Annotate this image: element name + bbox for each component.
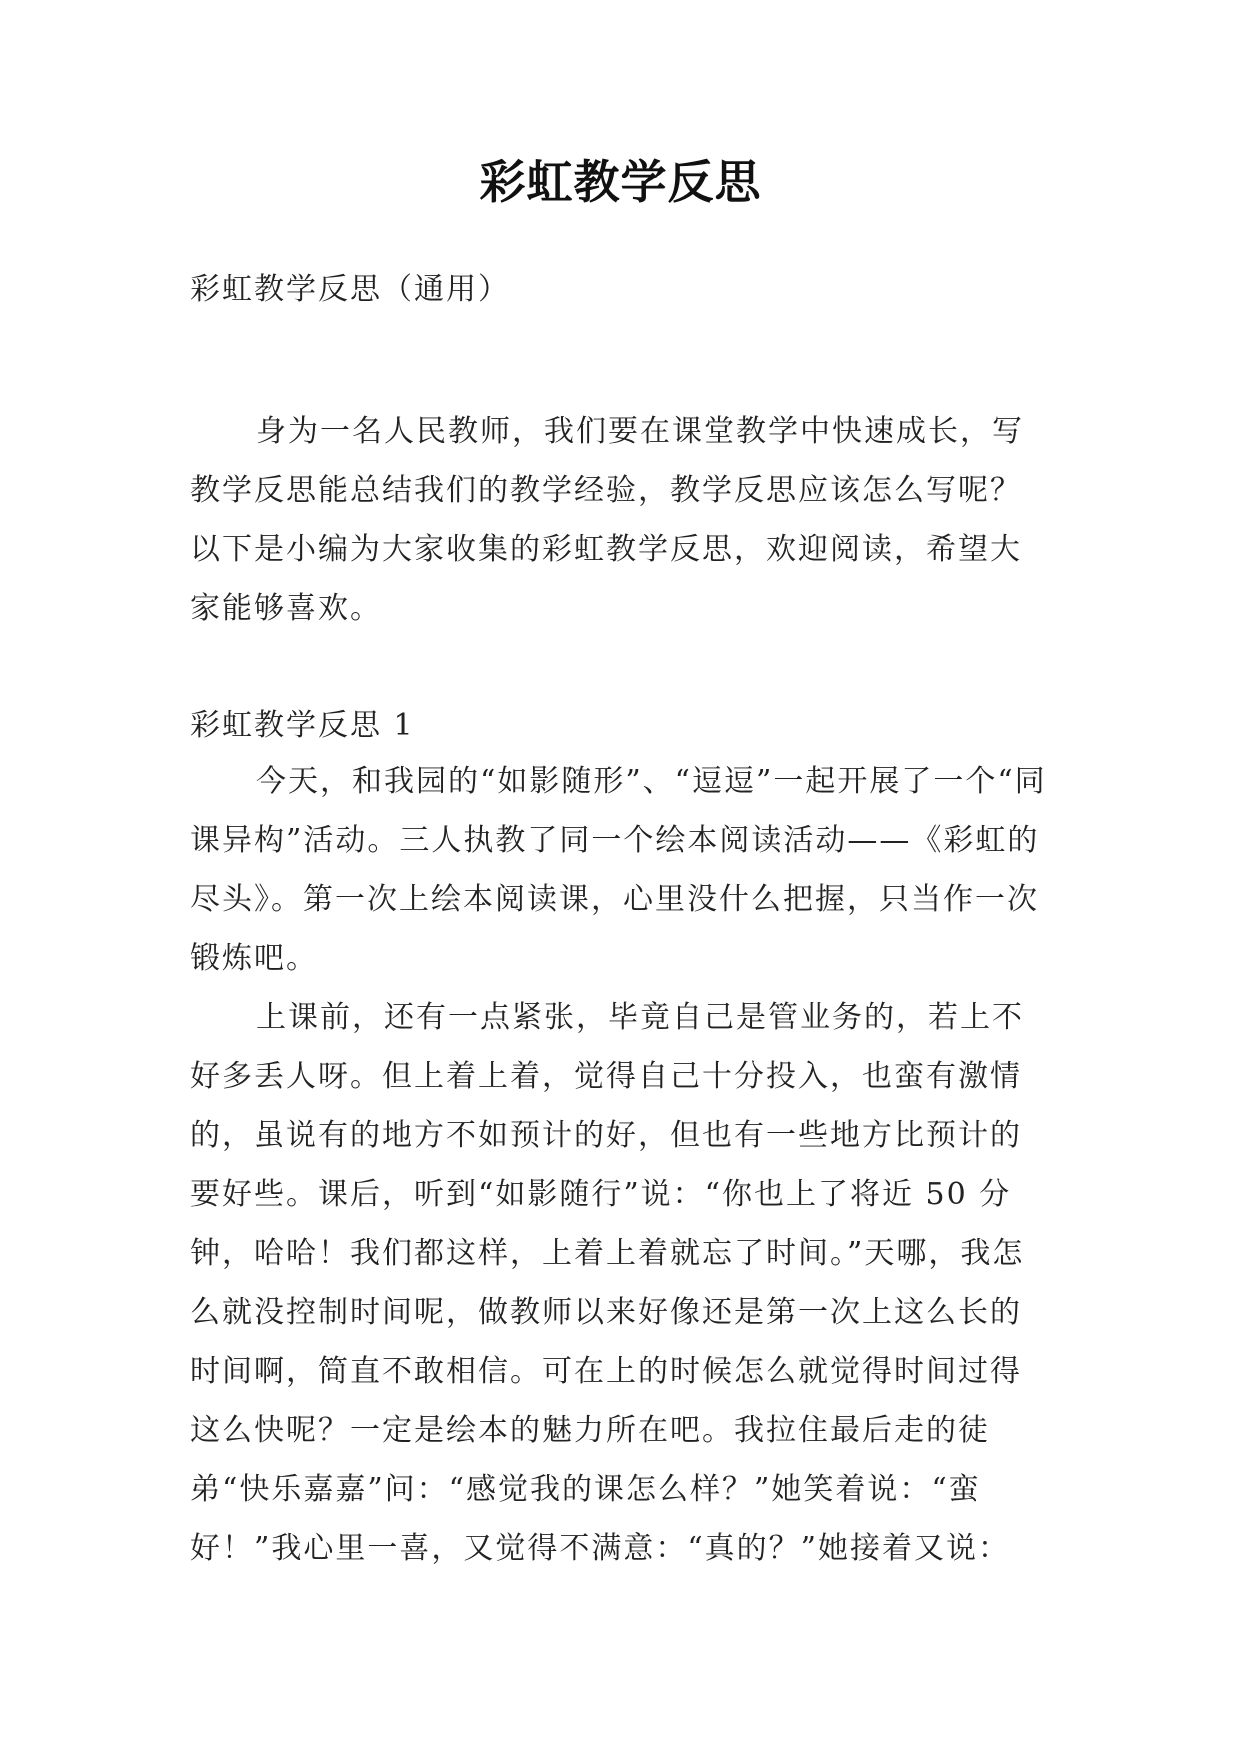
section-heading: 彩虹教学反思 1 — [190, 708, 415, 743]
intro-paragraph: 身为一名人民教师，我们要在课堂教学中快速成长，写教学反思能总结我们的教学经验，教学反思应该怎么写呢？以下是小编为大家收集的彩虹教学反思，欢迎阅读，希望大家能够喜欢。 — [190, 414, 1024, 626]
body-paragraph: 上课前，还有一点紧张，毕竟自己是管业务的，若上不好多丢人呀。但上着上着，觉得自己十分投入，也蛮有激情的，虽说有的地方不如预计的好，但也有一些地方比预计的要好些。课后，听到“如影随行”说：“你也上了将近 50 分钟，哈哈！我们都这样，上着上着就忘了时间。”天哪，我怎么就没控制时间呢，做教师以来好像还是第一次上这么长的时间啊，简直不敢相信。可在上的时候怎么就觉得时间过得这么快呢？一定是绘本的魅力所在吧。我拉住最后走的徒弟“快乐嘉嘉”问：“感觉我的课怎么样？”她笑着说：“蛮好！”我心里一喜，又觉得不满意：“真的？”她接着又说： — [190, 1000, 1025, 1566]
body-paragraph: 今天，和我园的“如影随形”、“逗逗”一起开展了一个“同课异构”活动。三人执教了同一个绘本阅读活动——《彩虹的尽头》。第一次上绘本阅读课，心里没什么把握，只当作一次锻炼吧。 — [190, 764, 1047, 976]
document-subtitle: 彩虹教学反思（通用） — [190, 272, 510, 307]
document-title: 彩虹教学反思 — [479, 155, 762, 209]
section-body — [190, 752, 1050, 1578]
